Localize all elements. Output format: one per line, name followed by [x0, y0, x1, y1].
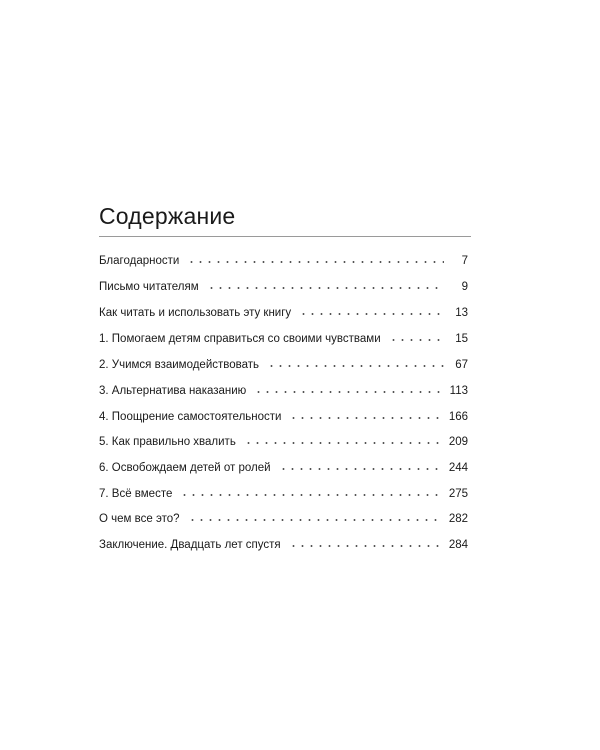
toc-entry-label: Заключение. Двадцать лет спустя [99, 539, 281, 551]
dot-leader [289, 544, 443, 548]
toc-entry-conclusion[interactable] [99, 537, 468, 553]
dot-leader [180, 493, 442, 497]
toc-entry-chapter-6[interactable] [99, 460, 468, 476]
dot-leader [187, 260, 444, 264]
toc-entry-chapter-7[interactable] [99, 486, 468, 502]
toc-entry-chapter-2[interactable] [99, 357, 468, 373]
toc-entry-page: 275 [448, 488, 468, 500]
toc-entry-label: 5. Как правильно хвалить [99, 436, 236, 448]
toc-entry-label: 6. Освобождаем детей от ролей [99, 462, 271, 474]
toc-entry-how-to-read[interactable] [99, 305, 468, 321]
toc-entry-page: 7 [461, 255, 468, 267]
dot-leader [244, 441, 443, 445]
dot-leader [289, 416, 442, 420]
toc-entry-chapter-4[interactable] [99, 409, 468, 425]
dot-leader [279, 467, 443, 471]
dot-leader [207, 286, 444, 290]
toc-entry-page: 209 [448, 436, 468, 448]
page-title: Содержание [99, 203, 236, 229]
toc-entry-page: 13 [455, 307, 468, 319]
toc-entry-label: Письмо читателям [99, 281, 199, 293]
toc-entry-page: 113 [449, 385, 468, 397]
toc-entry-label: 2. Учимся взаимодействовать [99, 359, 260, 371]
toc-entry-page: 284 [448, 539, 468, 551]
toc-entry-chapter-5[interactable] [99, 434, 468, 450]
dot-leader [267, 364, 444, 368]
toc-entry-label: Как читать и использовать эту книгу [99, 307, 292, 319]
toc-entry-what-is-it-about[interactable] [99, 511, 468, 527]
toc-entry-acknowledgements[interactable] [99, 253, 468, 269]
dot-leader [299, 312, 444, 316]
toc-entry-label: 7. Всё вместе [99, 488, 173, 500]
dot-leader [254, 390, 443, 394]
toc-entry-page: 67 [455, 359, 468, 371]
dot-leader [389, 338, 444, 342]
toc-entry-page: 15 [455, 333, 468, 345]
toc-entry-letter-to-readers[interactable] [99, 279, 468, 295]
toc-entry-label: Благодарности [99, 255, 180, 267]
toc-entry-label: 4. Поощрение самостоятельности [99, 411, 282, 423]
toc-entry-chapter-3[interactable] [99, 383, 468, 399]
toc-entry-chapter-1[interactable] [99, 331, 468, 347]
toc-entry-label: 1. Помогаем детям справиться со своими чувствами [99, 333, 381, 345]
toc-entry-page: 282 [448, 513, 468, 525]
toc-entry-page: 244 [448, 462, 468, 474]
toc-entry-label: О чем все это? [99, 513, 180, 525]
toc-entry-page: 9 [461, 281, 468, 293]
toc-entry-label: 3. Альтернатива наказанию [99, 385, 247, 397]
toc-entry-page: 166 [448, 411, 468, 423]
dot-leader [188, 518, 443, 522]
